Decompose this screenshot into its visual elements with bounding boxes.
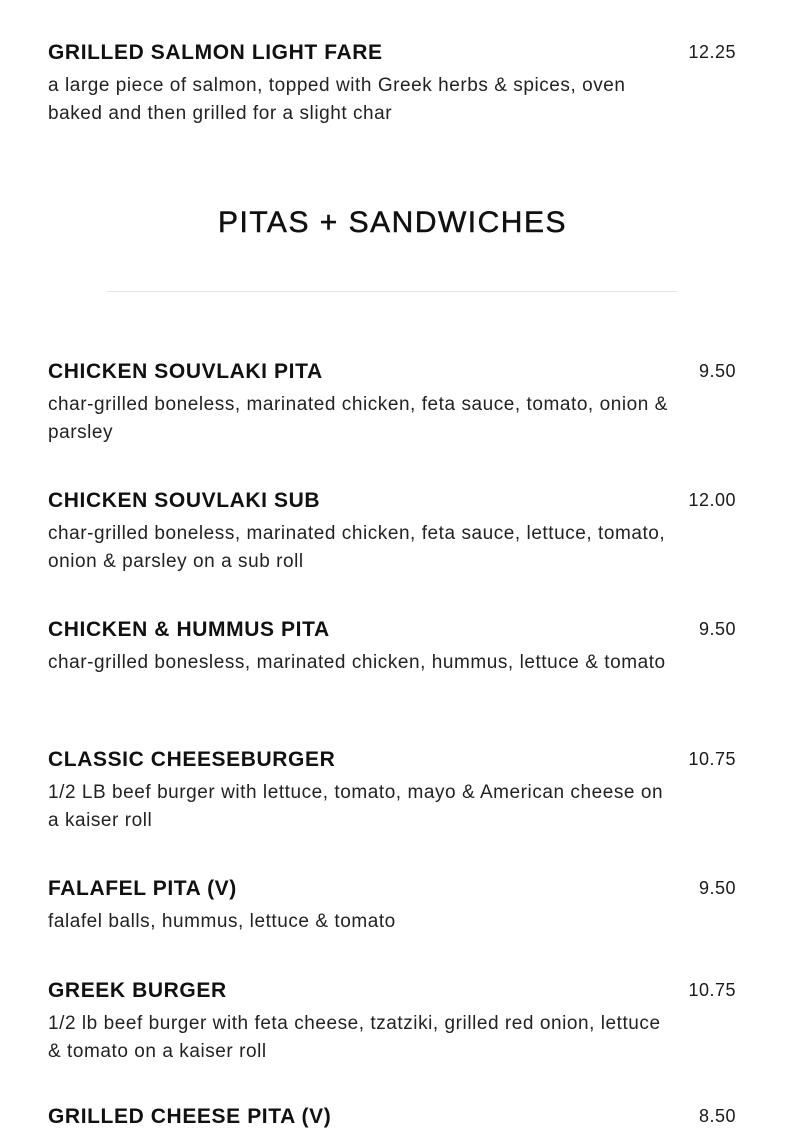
menu-item-description: char-grilled boneless, marinated chicken, feta sauce, tomato, onion & parsley xyxy=(48,394,668,443)
section-title: PITAS + SANDWICHES xyxy=(217,206,567,239)
menu-item-price: 9.50 xyxy=(698,361,736,381)
menu-item-description: 1/2 LB beef burger with lettuce, tomato, mayo & American cheese on a kaiser roll xyxy=(48,782,664,831)
menu-item-description: falafel balls, hummus, lettuce & tomato xyxy=(48,911,396,932)
menu-item-description: a large piece of salmon, topped with Greek herbs & spices, oven baked and then grilled for a slight char xyxy=(48,75,626,124)
menu-item-description: char-grilled boneless, marinated chicken, feta sauce, lettuce, tomato, onion & parsley on a sub roll xyxy=(48,523,666,572)
menu-item-description: char-grilled bonesless, marinated chicken, hummus, lettuce & tomato xyxy=(48,652,666,673)
menu-item-price: 10.75 xyxy=(688,980,736,1000)
menu-item-price: 9.50 xyxy=(698,878,736,898)
menu-item-name: CLASSIC CHEESEBURGER xyxy=(48,748,336,771)
menu-item-price: 12.00 xyxy=(688,490,736,510)
menu-item-price: 8.50 xyxy=(698,1106,736,1126)
menu-item-name: GREEK BURGER xyxy=(48,979,227,1002)
menu-item-name: CHICKEN & HUMMUS PITA xyxy=(48,618,330,641)
menu-item-price: 10.75 xyxy=(688,749,736,769)
section-divider xyxy=(107,291,677,292)
menu-item-price: 12.25 xyxy=(688,42,736,62)
menu-item-description: 1/2 lb beef burger with feta cheese, tzatziki, grilled red onion, lettuce & tomato on a kaiser roll xyxy=(48,1013,661,1062)
menu-item-name: CHICKEN SOUVLAKI SUB xyxy=(48,489,321,512)
menu-item-name: GRILLED SALMON LIGHT FARE xyxy=(48,41,383,64)
menu-item-name: CHICKEN SOUVLAKI PITA xyxy=(48,360,323,383)
menu-item-name: FALAFEL PITA (V) xyxy=(48,877,237,900)
menu-item-name: GRILLED CHEESE PITA (V) xyxy=(48,1105,332,1128)
menu-item-price: 9.50 xyxy=(698,619,736,639)
